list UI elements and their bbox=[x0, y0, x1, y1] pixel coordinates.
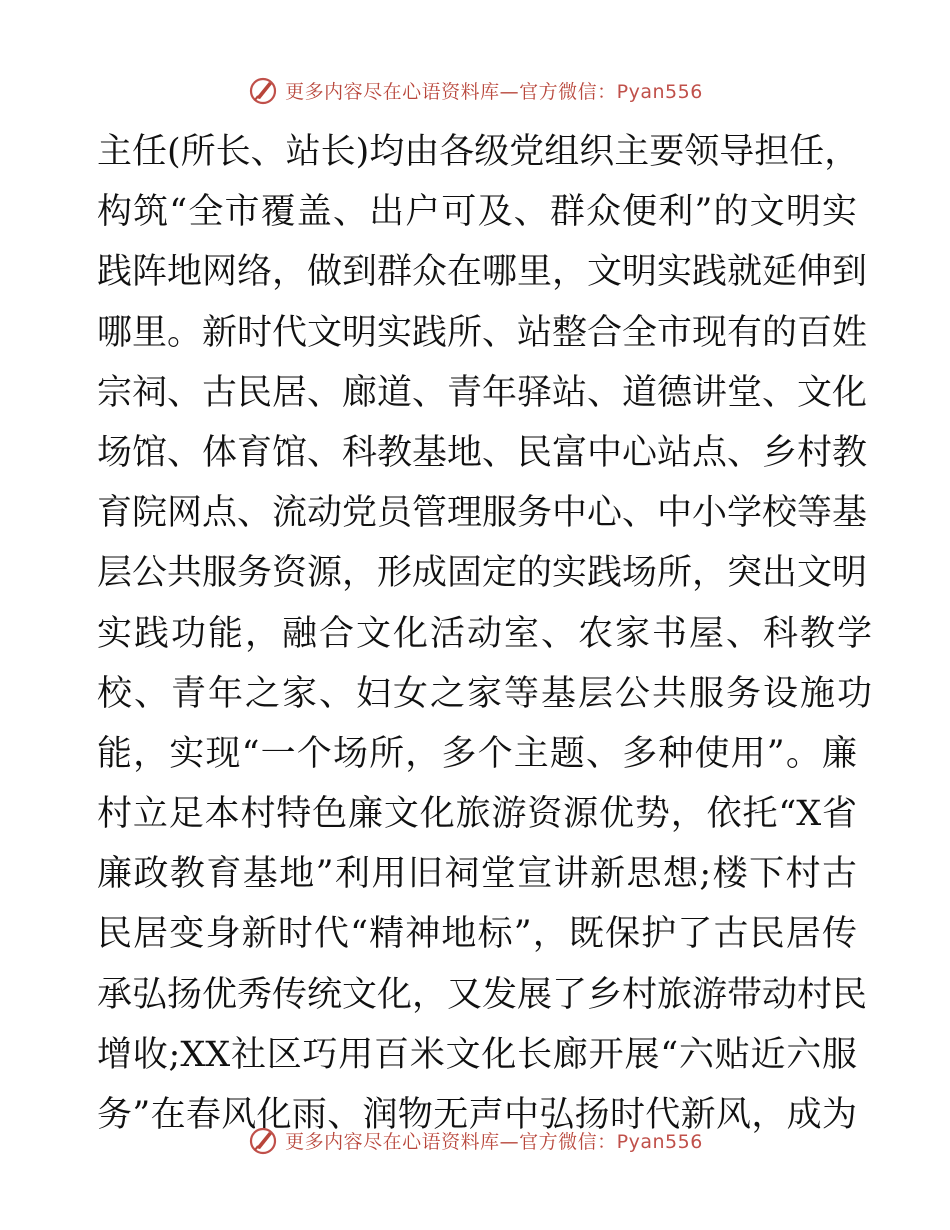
quill-pen-logo-icon bbox=[247, 74, 279, 106]
watermark-text: 更多内容尽在心语资料库—官方微信：Pyan556 bbox=[285, 1130, 703, 1153]
text-line: 宗祠、古民居、廊道、青年驿站、道德讲堂、文化 bbox=[97, 372, 868, 413]
text-line: 增收;XX社区巧用百米文化长廊开展“六贴近六服 bbox=[97, 1034, 857, 1075]
watermark-text: 更多内容尽在心语资料库—官方微信：Pyan556 bbox=[285, 80, 703, 103]
document-body bbox=[97, 122, 875, 1145]
text-line: 育院网点、流动党员管理服务中心、中小学校等基 bbox=[97, 493, 868, 534]
text-line: 践阵地网络，做到群众在哪里，文明实践就延伸到 bbox=[97, 252, 868, 293]
text-line: 主任(所长、站长)均由各级党组织主要领导担任， bbox=[97, 132, 860, 172]
text-line: 村立足本村特色廉文化旅游资源优势，依托“X省 bbox=[97, 794, 857, 835]
text-line: 廉政教育基地”利用旧祠堂宣讲新思想;楼下村古 bbox=[97, 854, 857, 895]
text-line: 构筑“全市覆盖、出户可及、群众便利”的文明实 bbox=[97, 192, 857, 233]
text-line: 承弘扬优秀传统文化，又发展了乡村旅游带动村民 bbox=[97, 974, 868, 1015]
text-line: 务”在春风化雨、润物无声中弘扬时代新风，成为 bbox=[97, 1095, 857, 1135]
text-line: 校、青年之家、妇女之家等基层公共服务设施功 bbox=[97, 673, 875, 714]
text-line: 实践功能，融合文化活动室、农家书屋、科教学 bbox=[97, 613, 875, 654]
header-watermark bbox=[0, 70, 950, 110]
quill-pen-logo-icon bbox=[247, 1124, 279, 1156]
text-line: 哪里。新时代文明实践所、站整合全市现有的百姓 bbox=[97, 312, 868, 353]
text-line: 民居变身新时代“精神地标”，既保护了古民居传 bbox=[97, 914, 857, 955]
text-line: 场馆、体育馆、科教基地、民富中心站点、乡村教 bbox=[97, 432, 868, 473]
footer-watermark bbox=[0, 1120, 950, 1160]
text-line: 能，实现“一个场所，多个主题、多种使用”。廉 bbox=[97, 733, 857, 774]
text-line: 层公共服务资源，形成固定的实践场所，突出文明 bbox=[97, 553, 868, 594]
